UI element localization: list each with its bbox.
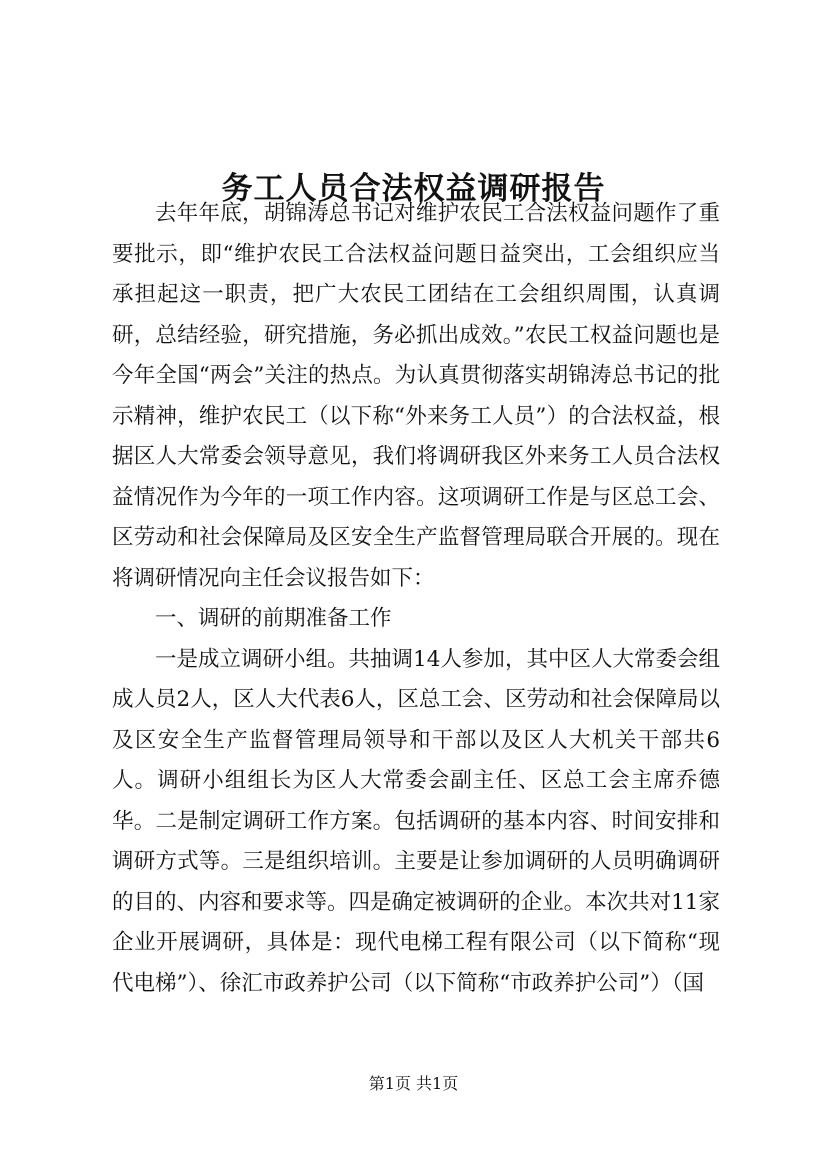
document-title: 务工人员合法权益调研报告 [221,170,606,207]
section-paragraph: 一是成立调研小组。共抽调14人参加，其中区人大常委会组成人员2人，区人大代表6人，区总工会、区劳动和社会保障局以及区安全生产监督管理局领导和干部以及区人大机关干部共6人。调研小组组长为区人大常委会副主任、区总工会主席乔德华。二是制定调研工作方案。包括调研的基本内容、时间安排和调研方式等。三是组织培训。主要是让参加调研的人员明确调研的目的、内容和要求等。四是确定被调研的企业。本次共对11家企业开展调研，具体是：现代电梯工程有限公司（以下简称“现代电梯”）、徐汇市政养护公司（以下简称“市政养护公司”）（国 [112,646,720,996]
page-footer: 第1页 共1页 [368,1074,459,1093]
intro-paragraph: 去年年底，胡锦涛总书记对维护农民工合法权益问题作了重要批示，即“维护农民工合法权益问题日益突出，工会组织应当承担起这一职责，把广大农民工团结在工会组织周围，认真调研，总结经验，研究措施，务必抓出成效。”农民工权益问题也是今年全国“两会”关注的热点。为认真贯彻落实胡锦涛总书记的批示精神，维护农民工（以下称“外来务工人员”）的合法权益，根据区人大常委会领导意见，我们将调研我区外来务工人员合法权益情况作为今年的一项工作内容。这项调研工作是与区总工会、区劳动和社会保障局及区安全生产监督管理局联合开展的。现在将调研情况向主任会议报告如下： [112,201,720,591]
document-body [112,194,720,1004]
section-heading: 一、调研的前期准备工作 [155,606,392,631]
